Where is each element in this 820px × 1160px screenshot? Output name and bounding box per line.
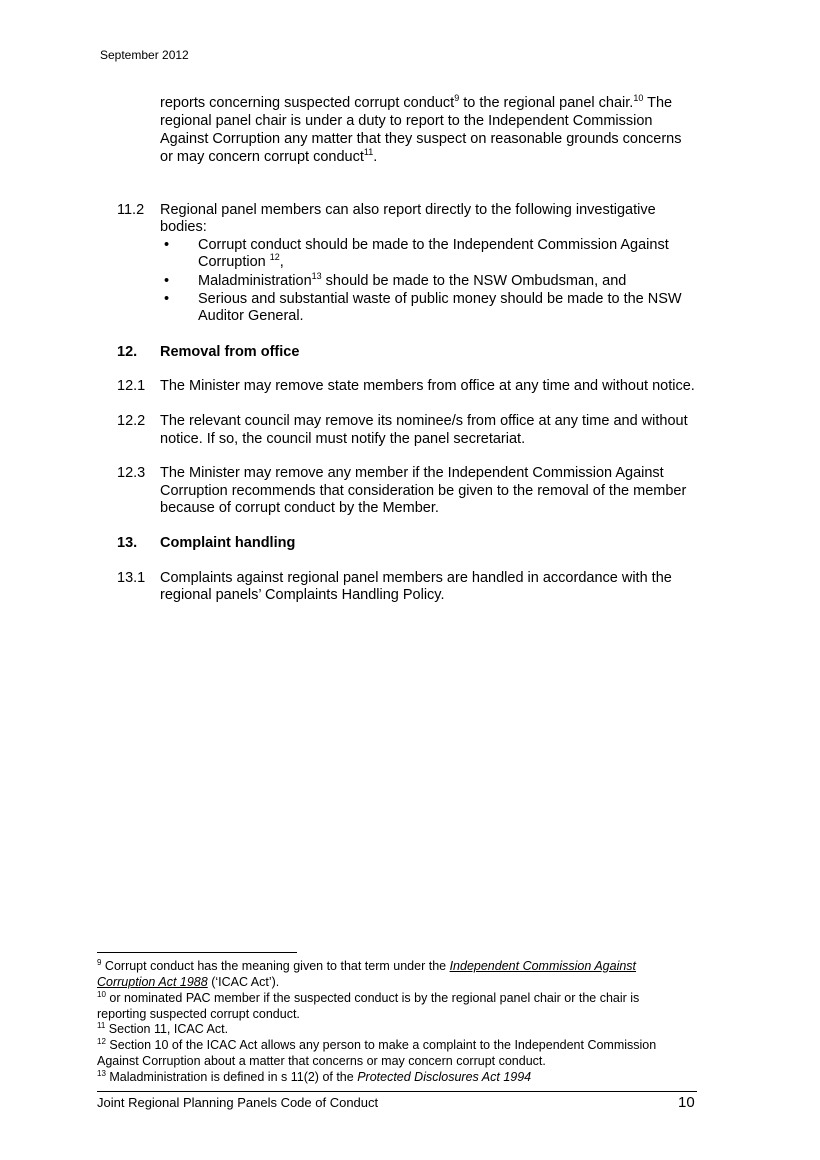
text-line: regional panel chair is under a duty to report to the Independent Commission bbox=[160, 113, 653, 129]
footnote-12: $^{12}$ Section 10 of the ICAC Act allows any person to make a complaint to the Independent Commission bbox=[97, 1036, 657, 1052]
page-number: 10 bbox=[678, 1094, 695, 1111]
bullet-text: Corruption $^{12}$, bbox=[198, 252, 284, 270]
bullet-text: Corrupt conduct should be made to the Independent Commission Against bbox=[198, 237, 669, 253]
text-line: bodies: bbox=[160, 219, 207, 235]
text-line: Complaints against regional panel members are handled in accordance with the bbox=[160, 570, 672, 586]
bullet-icon: • bbox=[164, 237, 170, 253]
footnote-9-cont: Corruption Act 1988 (‘ICAC Act’). bbox=[97, 975, 280, 989]
text-line: regional panels’ Complaints Handling Policy. bbox=[160, 587, 445, 603]
footnote-12-cont: Against Corruption about a matter that concerns or may concern corrupt conduct. bbox=[97, 1054, 546, 1068]
header-date: September 2012 bbox=[100, 48, 189, 62]
text-line: The Minister may remove state members from office at any time and without notice. bbox=[160, 378, 695, 394]
footnote-ref-9[interactable]: 9 bbox=[454, 93, 460, 104]
bullet-text: Maladministration$^{13}$ should be made to the NSW Ombudsman, and bbox=[198, 271, 627, 289]
text-line: The relevant council may remove its nominee/s from office at any time and without bbox=[160, 413, 688, 429]
statute-link[interactable]: Independent Commission Against bbox=[449, 959, 637, 973]
heading-13-title: Complaint handling bbox=[160, 535, 296, 551]
text-line: reports concerning suspected corrupt conduct$^9$ to the regional panel chair.$^{10}$ The bbox=[160, 93, 673, 111]
bullet-icon: • bbox=[164, 291, 170, 307]
bullet-text: Serious and substantial waste of public money should be made to the NSW bbox=[198, 291, 682, 307]
section-number: 11.2 bbox=[117, 202, 145, 218]
heading-13-number: 13. bbox=[117, 535, 138, 551]
statute-link[interactable]: Corruption Act 1988 bbox=[97, 975, 208, 989]
bullet-text: Auditor General. bbox=[198, 308, 304, 324]
text-line: The Minister may remove any member if the Independent Commission Against bbox=[160, 465, 664, 481]
footer-title: Joint Regional Planning Panels Code of Conduct bbox=[97, 1095, 379, 1110]
section-number: 12.3 bbox=[117, 465, 146, 481]
footnote-13: $^{13}$ Maladministration is defined in s 11(2) of the Protected Disclosures Act 1994 bbox=[97, 1068, 532, 1084]
text-line: Regional panel members can also report directly to the following investigative bbox=[160, 202, 656, 218]
section-number: 12.2 bbox=[117, 413, 146, 429]
bullet-icon: • bbox=[164, 273, 170, 289]
footnote-10: $^{10}$ or nominated PAC member if the suspected conduct is by the regional panel chair or the chair is bbox=[97, 989, 640, 1005]
heading-12-title: Removal from office bbox=[160, 344, 300, 360]
section-number: 12.1 bbox=[117, 378, 146, 394]
text-line: Against Corruption any matter that they suspect on reasonable grounds concerns bbox=[160, 131, 682, 147]
text-line: or may concern corrupt conduct$^{11}$. bbox=[160, 147, 378, 165]
text-line: notice. If so, the council must notify the panel secretariat. bbox=[160, 431, 526, 447]
footnote-11: $^{11}$ Section 11, ICAC Act. bbox=[97, 1020, 229, 1036]
text-line: Corruption recommends that consideration be given to the removal of the member bbox=[160, 483, 687, 499]
footnote-ref-10[interactable]: 10 bbox=[633, 93, 644, 104]
footnote-9: $^9$ Corrupt conduct has the meaning given to that term under the Independent Commission Against bbox=[97, 957, 637, 973]
footnote-ref-11[interactable]: 11 bbox=[363, 147, 374, 158]
section-number: 13.1 bbox=[117, 570, 146, 586]
heading-12-number: 12. bbox=[117, 344, 138, 360]
text-line: because of corrupt conduct by the Member. bbox=[160, 500, 439, 516]
footer-rule bbox=[97, 1091, 697, 1092]
footnote-ref-12[interactable]: 12 bbox=[269, 252, 280, 263]
footnote-separator bbox=[97, 952, 297, 953]
footnote-ref-13[interactable]: 13 bbox=[311, 271, 322, 282]
footnote-10-cont: reporting suspected corrupt conduct. bbox=[97, 1007, 300, 1021]
